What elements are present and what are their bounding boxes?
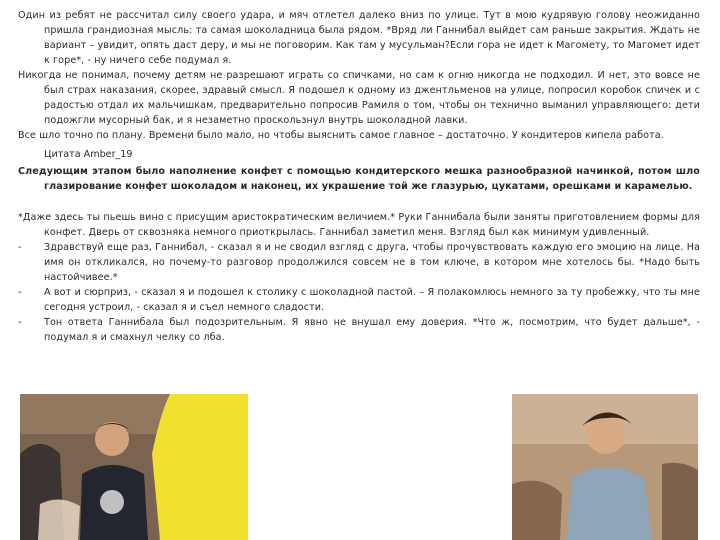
dash-marker: -: [18, 287, 22, 298]
paragraph-ball: Один из ребят не рассчитал силу своего удара, и мяч отлетел далеко вниз по улице. Тут в мою кудрявую голову неожиданно пришла грандиозная мысль: та самая шоколадница была рядом. *Вряд ли Ганнибал выйдет сам раньше закрытия. Ждать не вариант – увидит, опять даст деру, и мы не поговорим. Как там у мусульман?Если гора не идет к Магомету, то Магомет идет к горе*, - ну ничего себе подумал я.: [18, 10, 700, 66]
dash-marker: -: [18, 242, 22, 253]
paragraph-wine: *Даже здесь ты пьешь вино с присущим аристократическим величием.* Руки Ганнибала были заняты приготовлением формы для конфет. Дверь от сквозняка немного приоткрылась. Ганнибал заметил меня. Взгляд был как минимум удивленный.: [18, 212, 700, 238]
dialogue-text: А вот и сюрприз, - сказал я и подошел к столику с шоколадной пастой. – Я полакомлюсь немного за ту пробежку, что ты мне сегодня устроил, - сказал я и съел немного сладости.: [44, 287, 700, 313]
dash-marker: -: [18, 317, 22, 328]
dialogue-text: Здравствуй еще раз, Ганнибал, - сказал я и не сводил взгляд с друга, чтобы прочувствовать каждую его эмоцию на лице. На имя он откликался, но почему-то разговор продолжился совсем не в том ключе, в котором мне хотелось бы. *Надо быть настойчивее.*: [44, 242, 700, 283]
dialogue-line-2: [18, 285, 700, 315]
paragraph-candy-filling: Следующим этапом было наполнение конфет с помощью кондитерского мешка разнообразной начинкой, потом шло глазирование конфет шоколадом и наконец, их украшение той же глазурью, цукатами, орешками и карамелью.: [18, 166, 700, 192]
document-body: [18, 8, 700, 345]
dialogue-text: Тон ответа Ганнибала был подозрительным. Я явно не внушал ему доверия. *Что ж, посмотрим, что будет дальше*, - подумал я и смахнул челку со лба.: [44, 317, 700, 343]
photo-young-man: [512, 394, 698, 540]
photo-boys-playing: [20, 394, 248, 540]
paragraph-plan: Все шло точно по плану. Времени было мало, но чтобы выяснить самое главное – достаточно. У кондитеров кипела работа.: [18, 130, 664, 141]
dialogue-line-3: [18, 315, 700, 345]
dialogue-line-1: [18, 240, 700, 285]
quote-attribution: Цитата Amber_19: [44, 149, 133, 160]
paragraph-matches: Никогда не понимал, почему детям не разрешают играть со спичками, но сам к огню никогда не подходил. И нет, это вовсе не был страх наказания, скорее, здравый смысл. Я подошел к одному из джентльменов на улице, попросил коробок спичек и с радостью отдал их мальчишкам, предварительно попросив Рамиля о том, чтобы он технично выманил управляющего: дети подожгли мусорный бак, и я незаметно проскользнул внутрь шоколадной лавки.: [18, 70, 700, 126]
